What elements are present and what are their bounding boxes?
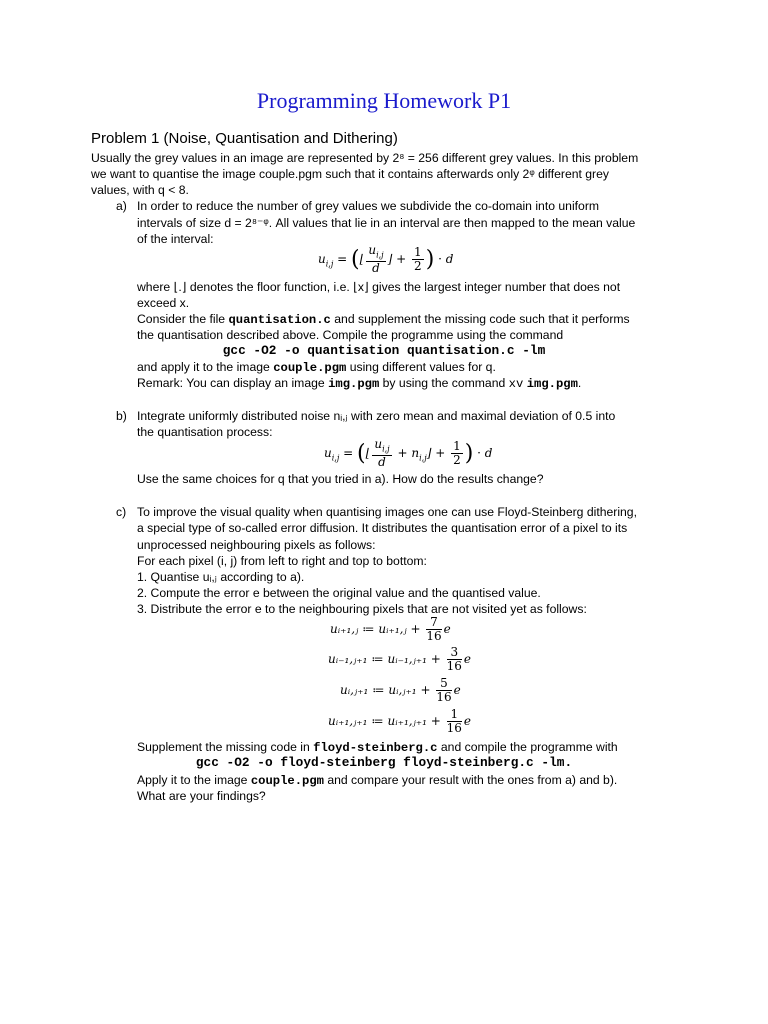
c-final-line: What are your findings?: [137, 789, 266, 803]
c-apply-line: Apply it to the image couple.pgm and compare your result with the ones from a) and b).: [137, 773, 618, 788]
command-floyd-steinberg: gcc -O2 -o floyd-steinberg floyd-steinberg.c -lm.: [195, 755, 573, 770]
intro-line: values, with q < 8.: [91, 183, 189, 197]
a-compile-line: the quantisation described above. Compile the programme using the command: [137, 328, 564, 342]
a-apply-line: and apply it to the image couple.pgm using different values for q.: [137, 360, 496, 375]
c-line: 3. Distribute the error e to the neighbouring pixels that are not visited yet as follows:: [137, 602, 587, 616]
equation-noise-quantisation: $u_{i,j}$ = (⌊ $\frac{u_{i,j}}{d}$ + $n_{i,j}⌋$ + $\frac{1}{2}$ ) · d: [324, 437, 493, 470]
c-line: a special type of so-called error diffusion. It distributes the quantisation error of a pixel to its: [137, 521, 628, 535]
c-line: 2. Compute the error e between the original value and the quantised value.: [137, 586, 541, 600]
filename-floyd-steinberg: floyd-steinberg.c: [313, 741, 438, 755]
problem-heading: Problem 1 (Noise, Quantisation and Dithering): [91, 130, 398, 147]
c-supplement-line: Supplement the missing code in floyd-steinberg.c and compile the programme with: [137, 740, 618, 755]
b-line: the quantisation process:: [137, 425, 273, 439]
c-line: For each pixel (i, j) from left to right and top to bottom:: [137, 554, 427, 568]
intro-line: Usually the grey values in an image are represented by 2⁸ = 256 different grey values. In this problem: [91, 151, 639, 165]
c-line: unprocessed neighbouring pixels as follows:: [137, 538, 376, 552]
equation-error-diffusion: uᵢ₊₁,ⱼ ≔ uᵢ₊₁,ⱼ + $\frac{7}{16}$ e: [330, 615, 451, 643]
page-title: Programming Homework P1: [256, 88, 512, 113]
c-line: To improve the visual quality when quantising images one can use Floyd-Steinberg dithering,: [137, 505, 637, 519]
a-consider-line: Consider the file quantisation.c and supplement the missing code such that it performs: [137, 312, 630, 327]
a-remark-line: Remark: You can display an image img.pgm by using the command xv img.pgm.: [137, 376, 582, 391]
a-line: of the interval:: [137, 232, 214, 246]
equation-error-diffusion: uᵢ₋₁,ⱼ₊₁ ≔ uᵢ₋₁,ⱼ₊₁ + $\frac{3}{16}$ e: [328, 645, 472, 673]
item-label-b: b): [116, 409, 127, 423]
command-quantisation: gcc -O2 -o quantisation quantisation.c -lm: [222, 343, 546, 358]
item-label-a: a): [116, 199, 127, 213]
c-line: 1. Quantise uᵢ,ⱼ according to a).: [137, 570, 305, 584]
filename-couple: couple.pgm: [273, 361, 347, 375]
item-label-c: c): [116, 505, 127, 519]
a-where-line: exceed x.: [137, 296, 190, 310]
intro-line: we want to quantise the image couple.pgm such that it contains afterwards only 2ᵠ different grey: [91, 167, 609, 181]
a-where-line: where ⌊.⌋ denotes the floor function, i.e. ⌊x⌋ gives the largest integer number that does not: [137, 280, 621, 294]
a-line: intervals of size d = 2⁸⁻ᵠ. All values that lie in an interval are then mapped to the mean value: [137, 216, 636, 230]
b-after-line: Use the same choices for q that you tried in a). How do the results change?: [137, 472, 544, 486]
filename-quantisation: quantisation.c: [228, 313, 331, 327]
b-line: Integrate uniformly distributed noise nᵢ,ⱼ with zero mean and maximal deviation of 0.5 into: [137, 409, 616, 423]
equation-error-diffusion: uᵢ,ⱼ₊₁ ≔ uᵢ,ⱼ₊₁ + $\frac{5}{16}$ e: [340, 676, 461, 704]
equation-error-diffusion: uᵢ₊₁,ⱼ₊₁ ≔ uᵢ₊₁,ⱼ₊₁ + $\frac{1}{16}$ e: [328, 707, 472, 735]
a-line: In order to reduce the number of grey values we subdivide the co-domain into uniform: [137, 199, 600, 213]
equation-quantisation: $u_{i,j}$ = (⌊ $\frac{u_{i,j}}{d}$ ⌋ + $\frac{1}{2}$ ) · d: [318, 243, 454, 276]
